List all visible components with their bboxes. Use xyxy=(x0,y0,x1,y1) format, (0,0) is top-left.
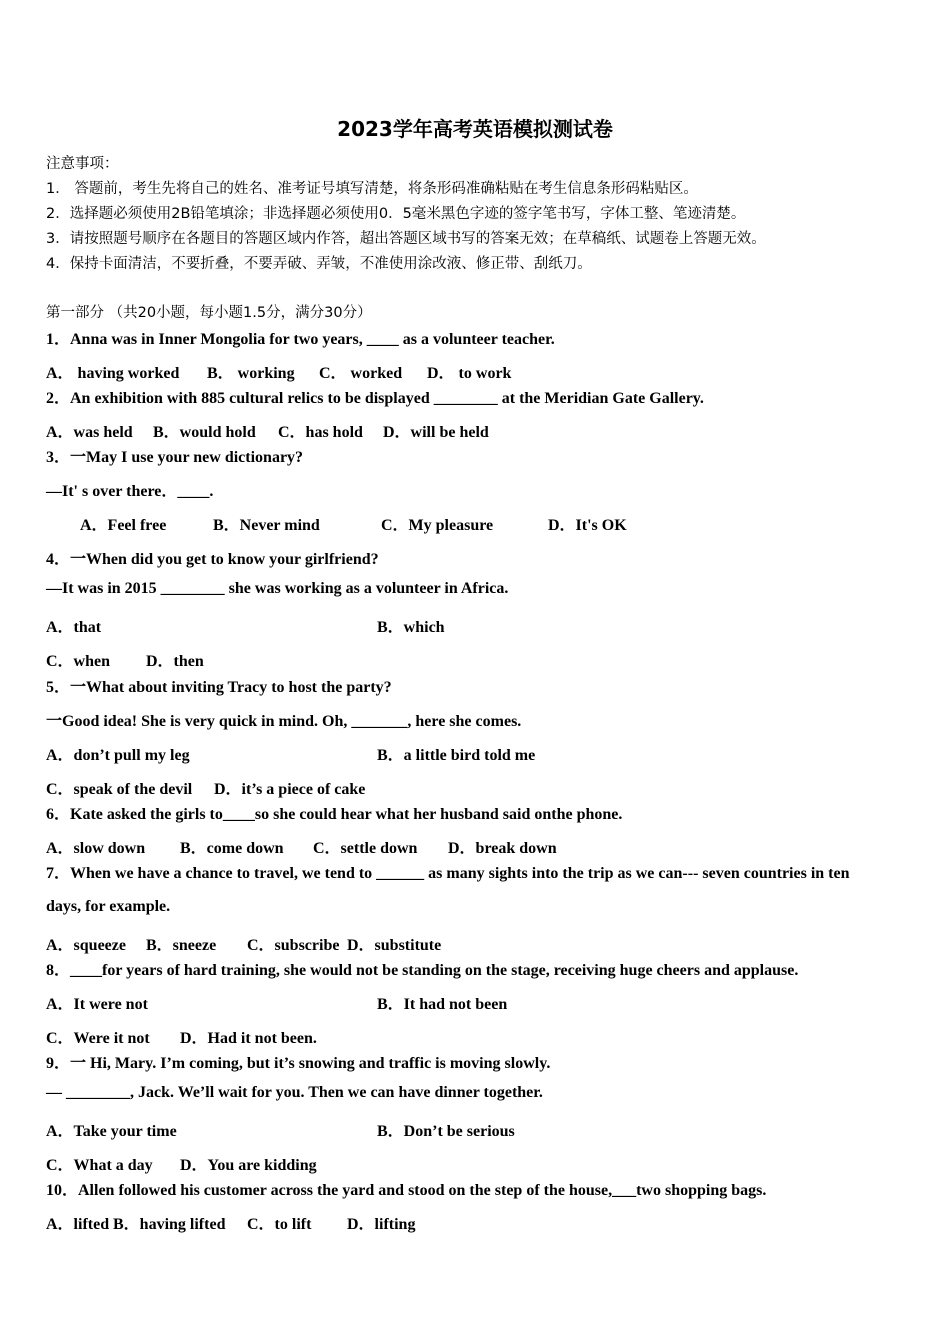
q1-option-b: B． working xyxy=(207,365,295,382)
q1-option-d: D． to work xyxy=(427,365,512,382)
q4-option-c: C．when xyxy=(46,653,111,670)
q7-option-d: D．substitute xyxy=(347,937,442,954)
q4-option-b: B．which xyxy=(377,619,445,636)
q3-option-a: A．Feel free xyxy=(80,517,167,534)
question-2-stem: 2．An exhibition with 885 cultural relics to be displayed ________ at the Meridian Gate Gallery. xyxy=(46,390,704,407)
q1-option-c: C． worked xyxy=(319,365,403,382)
q10-option-c: C．to lift xyxy=(247,1216,312,1233)
notice-item-1: 1． 答题前，考生先将自己的姓名、准考证号填写清楚，将条形码准确粘贴在考生信息条形码粘贴区。 xyxy=(46,181,698,197)
q8-option-c: C．Were it not xyxy=(46,1030,150,1047)
question-9-stem: 9．一 Hi, Mary. I’m coming, but it’s snowing and traffic is moving slowly. xyxy=(46,1055,551,1072)
q6-option-a: A．slow down xyxy=(46,840,146,857)
q6-option-d: D．break down xyxy=(448,840,557,857)
question-9-reply: — ________, Jack. We’ll wait for you. Then we can have dinner together. xyxy=(46,1084,543,1101)
q8-option-a: A．It were not xyxy=(46,996,148,1013)
q5-option-b: B．a little bird told me xyxy=(377,747,536,764)
question-7-stem-continued: days, for example. xyxy=(46,898,171,915)
q5-option-a: A．don’t pull my leg xyxy=(46,747,190,764)
q8-option-d: D．Had it not been. xyxy=(180,1030,317,1047)
question-4-stem: 4．一When did you get to know your girlfriend? xyxy=(46,551,379,568)
q10-option-a: A．lifted xyxy=(46,1216,110,1233)
q9-option-c: C．What a day xyxy=(46,1157,153,1174)
question-4-reply: —It was in 2015 ________ she was working as a volunteer in Africa. xyxy=(46,580,509,597)
q9-option-b: B．Don’t be serious xyxy=(377,1123,515,1140)
q9-option-d: D．You are kidding xyxy=(180,1157,317,1174)
q2-option-d: D．will be held xyxy=(383,424,489,441)
notice-heading: 注意事项： xyxy=(46,156,119,172)
question-10-stem: 10．Allen followed his customer across the yard and stood on the step of the house,___two shopping bags. xyxy=(46,1182,767,1199)
notice-item-4: 4．保持卡面清洁，不要折叠，不要弄破、弄皱，不准使用涂改液、修正带、刮纸刀。 xyxy=(46,256,592,272)
q1-option-a: A． having worked xyxy=(46,365,180,382)
q6-option-b: B．come down xyxy=(180,840,284,857)
question-1-stem: 1．Anna was in Inner Mongolia for two years, ____ as a volunteer teacher. xyxy=(46,331,555,348)
section-header: 第一部分 （共20小题，每小题1.5分，满分30分） xyxy=(46,305,372,321)
q10-option-d: D．lifting xyxy=(347,1216,416,1233)
question-8-stem: 8．____for years of hard training, she would not be standing on the stage, receiving huge cheers and applause. xyxy=(46,962,799,979)
q9-option-a: A．Take your time xyxy=(46,1123,177,1140)
q3-option-c: C．My pleasure xyxy=(381,517,494,534)
q5-option-c: C．speak of the devil xyxy=(46,781,193,798)
q7-option-c: C．subscribe xyxy=(247,937,340,954)
question-7-stem: 7．When we have a chance to travel, we tend to ______ as many sights into the trip as we can--- seven countries in ten xyxy=(46,865,850,882)
q3-option-b: B．Never mind xyxy=(213,517,320,534)
q4-option-d: D．then xyxy=(146,653,204,670)
q4-option-a: A．that xyxy=(46,619,102,636)
question-5-stem: 5．一What about inviting Tracy to host the party? xyxy=(46,679,392,696)
q7-option-a: A．squeeze xyxy=(46,937,126,954)
q8-option-b: B．It had not been xyxy=(377,996,508,1013)
notice-item-2: 2．选择题必须使用2B铅笔填涂；非选择题必须使用0．5毫米黑色字迹的签字笔书写，字体工整、笔迹清楚。 xyxy=(46,206,746,222)
q6-option-c: C．settle down xyxy=(313,840,418,857)
q2-option-b: B．would hold xyxy=(153,424,256,441)
q5-option-d: D．it’s a piece of cake xyxy=(214,781,366,798)
q2-option-c: C．has hold xyxy=(278,424,363,441)
question-3-reply: —It' s over there．____. xyxy=(46,483,214,500)
question-5-reply: 一Good idea! She is very quick in mind. Oh, _______, here she comes. xyxy=(46,713,522,730)
exam-title: 2023学年高考英语模拟测试卷 xyxy=(337,117,613,141)
q2-option-a: A．was held xyxy=(46,424,133,441)
question-3-stem: 3．一May I use your new dictionary? xyxy=(46,449,304,466)
q10-option-b: B．having lifted xyxy=(113,1216,226,1233)
q3-option-d: D．It's OK xyxy=(548,517,627,534)
question-6-stem: 6．Kate asked the girls to____so she could hear what her husband said onthe phone. xyxy=(46,806,623,823)
notice-item-3: 3．请按照题号顺序在各题目的答题区域内作答，超出答题区域书写的答案无效；在草稿纸、试题卷上答题无效。 xyxy=(46,231,766,247)
q7-option-b: B．sneeze xyxy=(146,937,217,954)
